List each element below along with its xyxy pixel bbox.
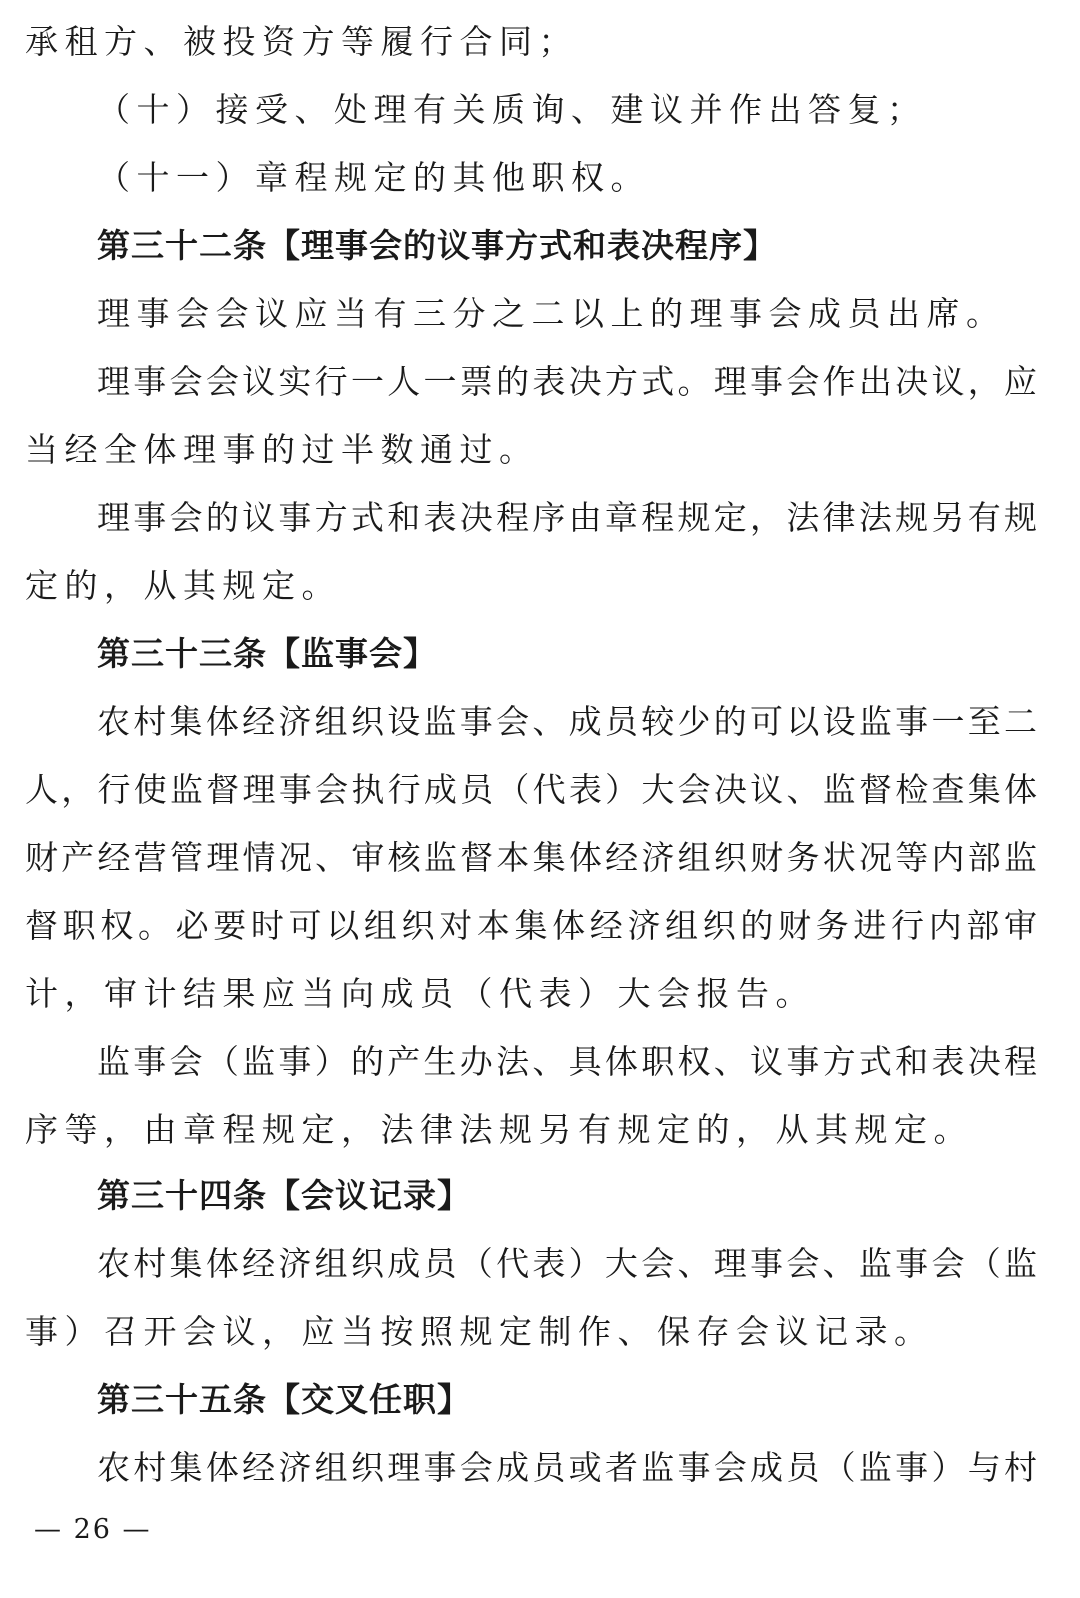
page-number: — 26 —	[34, 1514, 152, 1545]
body-text-line: 督职权。必要时可以组织对本集体经济组织的财务进行内部审	[25, 906, 1037, 945]
body-text-line: 人，行使监督理事会执行成员（代表）大会决议、监督检查集体	[25, 770, 1037, 809]
body-text-line: 计，审计结果应当向成员（代表）大会报告。	[25, 974, 815, 1013]
body-text-line: 定的，从其规定。	[25, 566, 341, 605]
article-heading: 第三十三条【监事会】	[97, 634, 437, 673]
body-text-line: 事）召开会议，应当按照规定制作、保存会议记录。	[25, 1312, 934, 1351]
body-text-line: 财产经营管理情况、审核监督本集体经济组织财务状况等内部监	[25, 838, 1037, 877]
body-text-line: 理事会会议应当有三分之二以上的理事会成员出席。	[97, 294, 1006, 333]
body-text-line: 农村集体经济组织理事会成员或者监事会成员（监事）与村	[97, 1448, 1037, 1487]
article-heading: 第三十二条【理事会的议事方式和表决程序】	[97, 226, 777, 265]
body-text-line: 监事会（监事）的产生办法、具体职权、议事方式和表决程	[97, 1042, 1037, 1081]
body-text-line: 承租方、被投资方等履行合同；	[25, 22, 578, 61]
body-text-line: （十一）章程规定的其他职权。	[97, 158, 650, 197]
article-heading: 第三十四条【会议记录】	[97, 1176, 471, 1215]
body-text-line: 理事会会议实行一人一票的表决方式。理事会作出决议，应	[97, 362, 1037, 401]
body-text-line: （十）接受、处理有关质询、建议并作出答复；	[97, 90, 927, 129]
article-heading: 第三十五条【交叉任职】	[97, 1380, 471, 1419]
body-text-line: 理事会的议事方式和表决程序由章程规定，法律法规另有规	[97, 498, 1037, 537]
body-text-line: 序等，由章程规定，法律法规另有规定的，从其规定。	[25, 1110, 973, 1149]
body-text-line: 当经全体理事的过半数通过。	[25, 430, 539, 469]
body-text-line: 农村集体经济组织设监事会、成员较少的可以设监事一至二	[97, 702, 1037, 741]
body-text-line: 农村集体经济组织成员（代表）大会、理事会、监事会（监	[97, 1244, 1037, 1283]
